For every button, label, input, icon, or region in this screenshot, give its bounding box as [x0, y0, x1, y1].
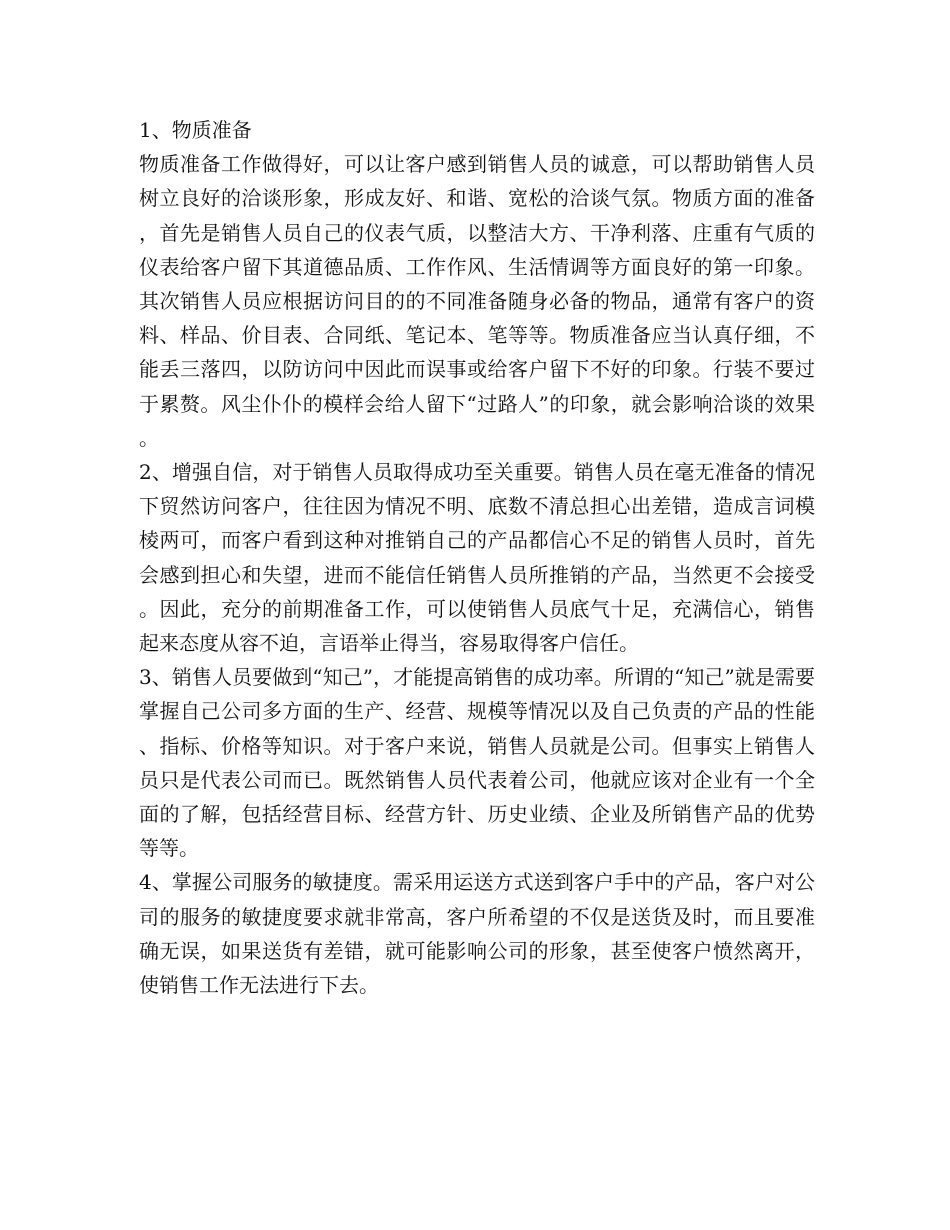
paragraph-material-preparation: 物质准备工作做得好，可以让客户感到销售人员的诚意，可以帮助销售人员树立良好的洽谈形象，形成友好、和谐、宽松的洽谈气氛。物质方面的准备，首先是销售人员自己的仪表气质，以整洁大方、干净利落、庄重有气质的仪表给客户留下其道德品质、工作作风、生活情调等方面良好的第一印象。其次销售人员应根据访问目的的不同准备随身必备的物品，通常有客户的资料、样品、价目表、合同纸、笔记本、笔等等。物质准备应当认真仔细，不能丢三落四，以防访问中因此而误事或给客户留下不好的印象。行装不要过于累赘。风尘仆仆的模样会给人留下“过路人”的印象，就会影响洽谈的效果。: [139, 152, 815, 450]
paragraph-service-agility: 4、掌握公司服务的敏捷度。需采用运送方式送到客户手中的产品，客户对公司的服务的敏捷度要求就非常高，客户所希望的不仅是送货及时，而且要准确无误，如果送货有差错，就可能影响公司的形象，甚至使客户愤然离开，使销售工作无法进行下去。: [139, 870, 815, 998]
section-heading-material-preparation: 1、物质准备: [139, 118, 252, 142]
document-body: [139, 113, 815, 1002]
paragraph-confidence: 2、增强自信，对于销售人员取得成功至关重要。销售人员在毫无准备的情况下贸然访问客户，往往因为情况不明、底数不清总担心出差错，造成言词模棱两可，而客户看到这种对推销自己的产品都信心不足的销售人员时，首先会感到担心和失望，进而不能信任销售人员所推销的产品，当然更不会接受。因此，充分的前期准备工作，可以使销售人员底气十足，充满信心，销售起来态度从容不迫，言语举止得当，容易取得客户信任。: [139, 460, 815, 656]
paragraph-know-yourself: 3、销售人员要做到“知己”，才能提高销售的成功率。所谓的“知己”就是需要掌握自己公司多方面的生产、经营、规模等情况以及自己负责的产品的性能、指标、价格等知识。对于客户来说，销售人员就是公司。但事实上销售人员只是代表公司而已。既然销售人员代表着公司，他就应该对企业有一个全面的了解，包括经营目标、经营方针、历史业绩、企业及所销售产品的优势等等。: [139, 665, 815, 861]
